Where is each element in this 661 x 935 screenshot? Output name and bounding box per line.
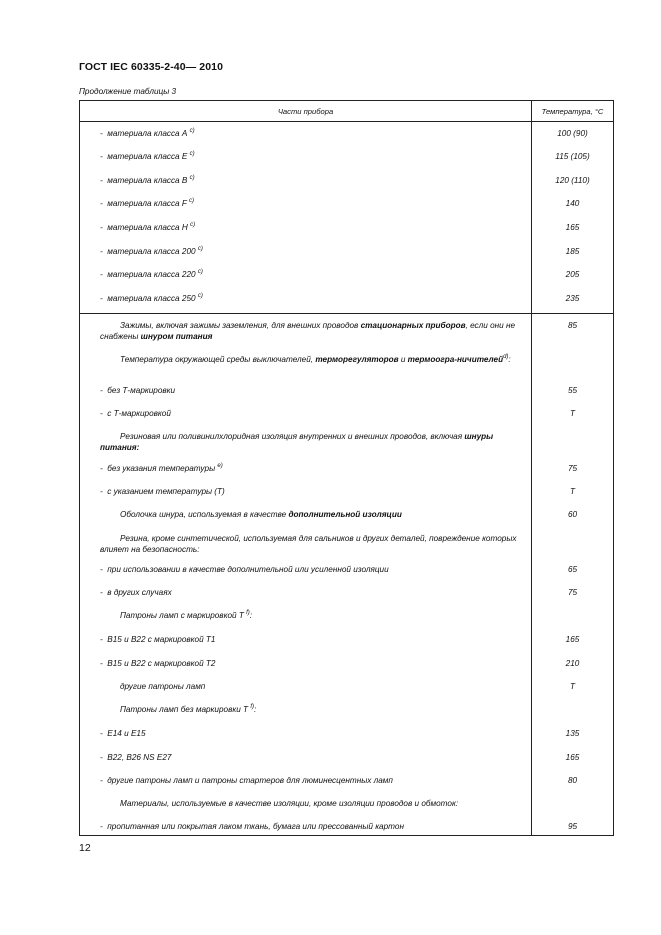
- temperature-limits-table: [79, 100, 614, 836]
- temperature-value: 80: [567, 776, 578, 785]
- temperature-value: Т: [569, 682, 575, 691]
- temperature-value: 165: [565, 635, 580, 644]
- temperature-value: 60: [567, 510, 578, 519]
- temperature-value: 120 (110): [555, 176, 590, 185]
- temperature-value: 85: [567, 321, 578, 330]
- list-item: - с Т-маркировкой: [100, 409, 171, 418]
- table-header-row: [80, 101, 614, 122]
- insulation-materials-text: Материалы, используемые в качестве изоляции, кроме изоляции проводов и обмоток:: [120, 799, 459, 808]
- column-header-temperature: Температура, °С: [532, 101, 614, 122]
- list-item: - в других случаях: [100, 588, 172, 597]
- temperature-value: 75: [567, 588, 578, 597]
- temperature-value: 55: [567, 386, 578, 395]
- temperature-value: 165: [565, 223, 580, 232]
- temperature-value: 75: [567, 464, 578, 473]
- list-item: - материала класса 250 $^{c)}$: [100, 293, 203, 303]
- lamp-holders-t-text: Патроны ламп с маркировкой Т $^{f)}$:: [120, 610, 253, 620]
- temperature-value: Т: [569, 409, 575, 418]
- rubber-seals-text: Резина, кроме синтетической, используемая для сальников и других деталей, повреждение которых влияет на безопасность:: [100, 534, 517, 554]
- temperature-value: 140: [565, 199, 580, 208]
- temperature-value: 235: [565, 294, 580, 303]
- temperature-value: 135: [565, 729, 580, 738]
- clamps-text: Зажимы, включая зажимы заземления, для внешних проводов стационарных приборов, если они не снабжены шнуром питания: [100, 321, 516, 341]
- other-lamp-holders-text: другие патроны ламп: [120, 682, 206, 691]
- table-row-group-other-parts: [80, 314, 614, 836]
- list-item: - без указания температуры $^{e)}$: [100, 463, 223, 473]
- temperature-value: 165: [565, 753, 580, 762]
- list-item: - материала класса Н $^{c)}$: [100, 222, 196, 232]
- temperature-value: 95: [567, 822, 578, 831]
- lamp-holders-no-t-text: Патроны ламп без маркировки Т $^{f)}$:: [120, 704, 257, 714]
- list-item: - при использовании в качестве дополнительной или усиленной изоляции: [100, 565, 389, 574]
- table-continuation-caption: Продолжение таблицы 3: [79, 87, 177, 96]
- list-item: - материала класса В $^{c)}$: [100, 175, 195, 185]
- list-item: - материала класса А $^{c)}$: [100, 128, 195, 138]
- list-item: - Е14 и Е15: [100, 729, 146, 738]
- temperature-value: 100 (90): [557, 129, 588, 138]
- ambient-temperature-text: Температура окружающей среды выключателей, терморегуляторов и термоогра-ничителей$^{d)}$:: [120, 354, 511, 364]
- rubber-insulation-text: Резиновая или поливинилхлоридная изоляция внутренних и внешних проводов, включая шнуры питания:: [100, 432, 494, 452]
- list-item: - материала класса F $^{c)}$: [100, 198, 195, 208]
- temperature-value: Т: [569, 487, 575, 496]
- table-row-group-insulation-classes: [80, 122, 614, 314]
- temperature-value: 65: [567, 565, 578, 574]
- list-item: - материала класса 220 $^{c)}$: [100, 269, 203, 279]
- temperature-value: 115 (105): [555, 152, 590, 161]
- temperature-value: 185: [565, 247, 580, 256]
- list-item: - с указанием температуры (Т): [100, 487, 225, 496]
- list-item: - без Т-маркировки: [100, 386, 176, 395]
- document-header: ГОСТ IEC 60335-2-40— 2010: [79, 61, 224, 73]
- temperature-value: 205: [565, 270, 580, 279]
- list-item: - пропитанная или покрытая лаком ткань, бумага или прессованный картон: [100, 822, 404, 831]
- column-header-parts: Части прибора: [80, 101, 532, 122]
- list-item: - материала класса E $^{c)}$: [100, 151, 195, 161]
- temperature-value: 210: [565, 659, 580, 668]
- page-number: 12: [79, 842, 91, 854]
- list-item: - другие патроны ламп и патроны стартеров для люминесцентных ламп: [100, 776, 393, 785]
- list-item: - материала класса 200 $^{c)}$: [100, 246, 203, 256]
- cord-sheath-text: Оболочка шнура, используемая в качестве дополнительной изоляции: [120, 510, 402, 519]
- list-item: - В22, В26 NS Е27: [100, 753, 172, 762]
- list-item: - В15 и В22 с маркировкой Т1: [100, 635, 216, 644]
- list-item: - В15 и В22 с маркировкой Т2: [100, 659, 216, 668]
